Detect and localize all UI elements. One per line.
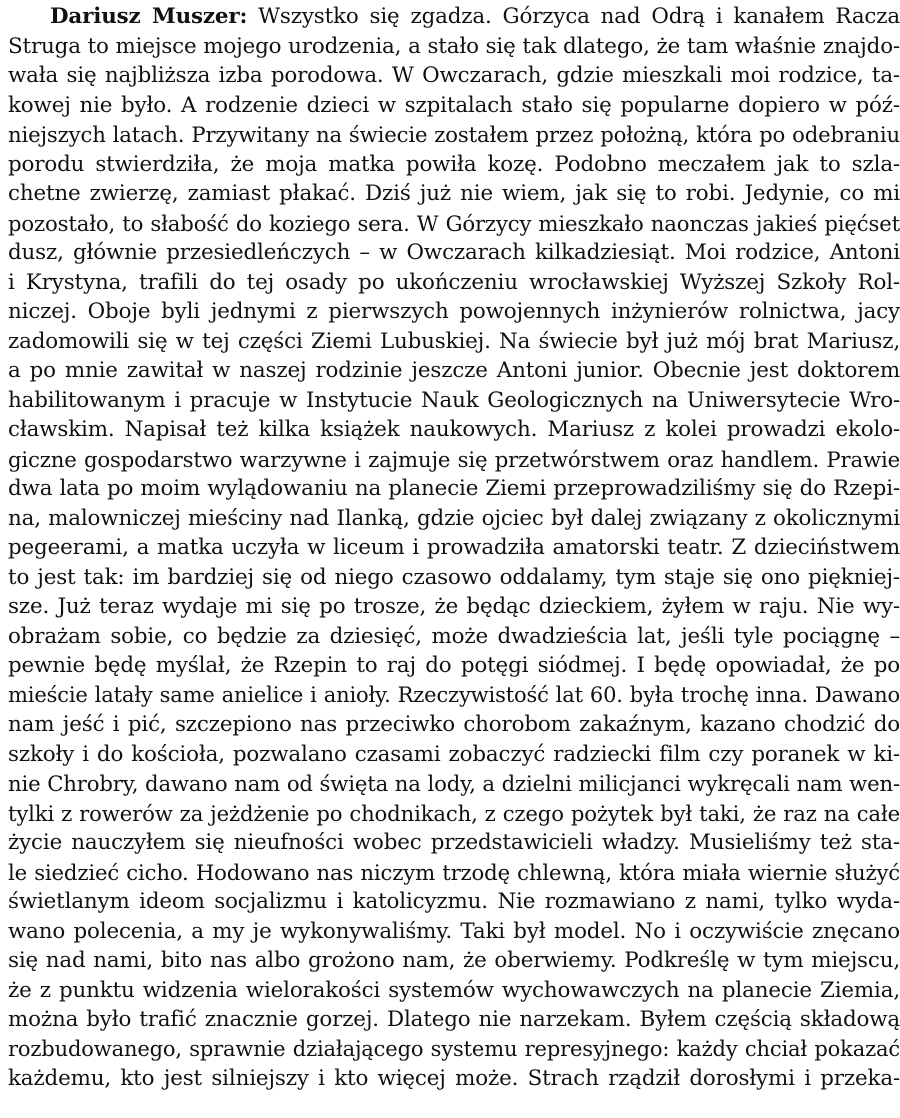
- interview-answer-paragraph: [8, 2, 900, 1094]
- text-line: pegeerami, a matka uczyła w liceum i prowadziła amatorski teatr. Z dzieciństwem: [8, 535, 900, 560]
- text-line: dwa lata po moim wylądowaniu na planecie Ziemi przeprowadziliśmy się do Rzepi-: [8, 476, 900, 501]
- text-line: rozbudowanego, sprawnie działającego systemu represyjnego: każdy chciał pokazać: [8, 1036, 900, 1061]
- text-line: nie Chrobry, dawano nam od święta na lody, a dzielni milicjanci wykręcali nam wen-: [8, 771, 900, 796]
- text-line: niejszych latach. Przywitany na świecie zostałem przez położną, która po odebraniu: [8, 122, 900, 147]
- text-line: porodu stwierdziła, że moja matka powiła kozę. Podobno meczałem jak to szla-: [8, 151, 900, 177]
- text-line: to jest tak: im bardziej się od niego czasowo oddalamy, tym staje się ono piękniej-: [8, 564, 900, 590]
- text-line: dusz, głównie przesiedleńczych – w Owczarach kilkadziesiąt. Moi rodzice, Antoni: [8, 240, 900, 265]
- text-line: świetlanym ideom socjalizmu i katolicyzmu. Nie rozmawiano z nami, tylko wyda-: [8, 889, 900, 914]
- text-line: pozostało, to słabość do koziego sera. W Górzycy mieszkało naonczas jakieś pięćset: [8, 210, 900, 236]
- text-line: zadomowili się w tej części Ziemi Lubuskiej. Na świecie był już mój brat Mariusz,: [8, 328, 900, 354]
- text-line: mieście latały same anielice i anioły. Rzeczywistość lat 60. była trochę inna. Dawano: [8, 682, 900, 707]
- text-line: cławskim. Napisał też kilka książek naukowych. Mariusz z kolei prowadzi ekolo-: [8, 417, 900, 442]
- text-line-content: Wszystko się zgadza. Górzyca nad Odrą i kanałem Racza: [258, 4, 900, 29]
- text-line: pewnie będę myślał, że Rzepin to raj do potęgi siódmej. I będę opowiadał, że po: [8, 653, 900, 678]
- text-line: wała się najbliższa izba porodowa. W Owczarach, gdzie mieszkali moi rodzice, ta-: [8, 63, 900, 88]
- text-line: na, malowniczej mieściny nad Ilanką, gdzie ojciec był dalej związany z okolicznymi: [8, 505, 900, 531]
- text-line: sze. Już teraz wydaje mi się po trosze, że będąc dzieckiem, żyłem w raju. Nie wy-: [8, 594, 900, 619]
- text-line: szkoły i do kościoła, pozwalano czasami zobaczyć radziecki film czy poranek w ki-: [8, 741, 900, 767]
- text-line: [8, 2, 900, 32]
- text-line: chetne zwierzę, zamiast płakać. Dziś już nie wiem, jak się to robi. Jedynie, co mi: [8, 181, 900, 206]
- text-line: obrażam sobie, co będzie za dziesięć, może dwadzieścia lat, jeśli tyle pociągnę –: [8, 623, 900, 649]
- text-line: życie nauczyłem się nieufności wobec przedstawicieli władzy. Musieliśmy też sta-: [8, 830, 900, 855]
- text-line: wano polecenia, a my je wykonywaliśmy. Taki był model. No i oczywiście znęcano: [8, 918, 900, 944]
- text-line: habilitowanym i pracuje w Instytucie Nauk Geologicznych na Uniwersytecie Wro-: [8, 387, 900, 413]
- text-line: i Krystyna, trafili do tej osady po ukończeniu wrocławskiej Wyższej Szkoły Rol-: [8, 269, 900, 295]
- text-line: każdemu, kto jest silniejszy i kto więcej może. Strach rządził dorosłymi i przeka-: [8, 1066, 900, 1091]
- text-line: Struga to miejsce mojego urodzenia, a stało się tak dlatego, że tam właśnie znajdo-: [8, 33, 900, 59]
- text-line: że z punktu widzenia wielorakości systemów wychowawczych na planecie Ziemia,: [8, 977, 900, 1003]
- text-line: giczne gospodarstwo warzywne i zajmuje się przetwórstwem oraz handlem. Prawie: [8, 446, 900, 472]
- text-line: tylki z rowerów za jeżdżenie po chodnikach, z czego pożytek był taki, że raz na całe: [8, 800, 900, 826]
- text-line: a po mnie zawitał w naszej rodzinie jeszcze Antoni junior. Obecnie jest doktorem: [8, 358, 900, 383]
- text-line: le siedzieć cicho. Hodowano nas niczym trzodę chlewną, która miała wiernie służyć: [8, 859, 900, 885]
- text-line: nam jeść i pić, szczepiono nas przeciwko chorobom zakaźnym, kazano chodzić do: [8, 712, 900, 737]
- text-line: można było trafić znacznie gorzej. Dlatego nie narzekam. Byłem częścią składową: [8, 1007, 900, 1032]
- text-line: kowej nie było. A rodzenie dzieci w szpitalach stało się popularne dopiero w póź-: [8, 92, 900, 118]
- speaker-name: Dariusz Muszer:: [50, 4, 248, 29]
- text-line: niczej. Oboje byli jednymi z pierwszych powojennych inżynierów rolnictwa, jacy: [8, 299, 900, 324]
- text-line: się nad nami, bito nas albo grożono nam, że oberwiemy. Podkreślę w tym miejscu,: [8, 948, 900, 973]
